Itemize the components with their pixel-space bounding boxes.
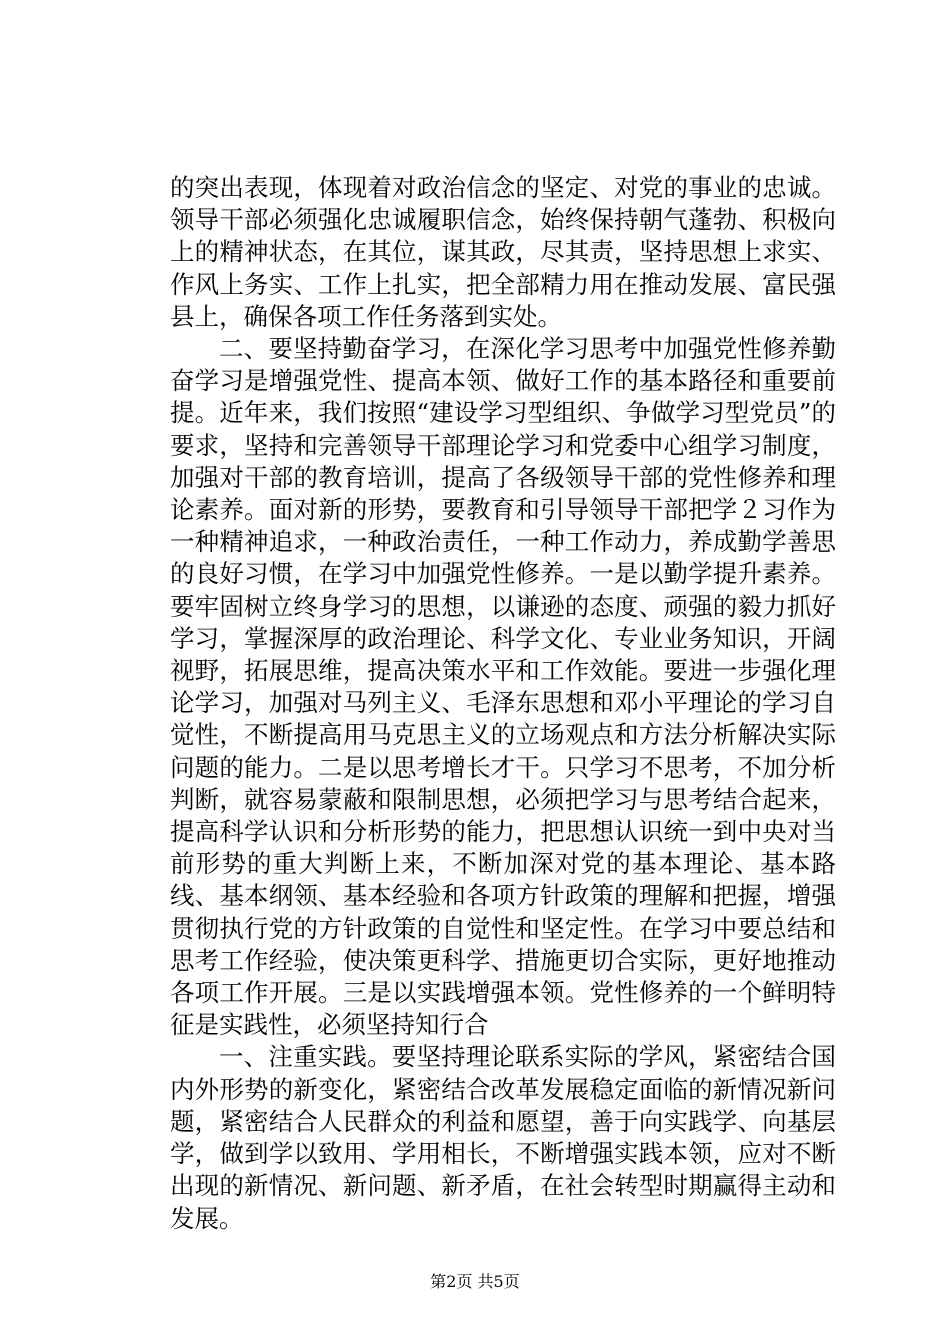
paragraph-continuation: 的突出表现，体现着对政治信念的坚定、对党的事业的忠诚。领导干部必须强化忠诚履职信念，始终保持朝气蓬勃、积极向上的精神状态，在其位，谋其政，尽其责，坚持思想上求实、作风上务实、工作上扎实，把全部精力用在推动发展、富民强县上，确保各项工作任务落到实处。 <box>170 173 836 331</box>
paragraph-section-two: 二、要坚持勤奋学习，在深化学习思考中加强党性修养勤奋学习是增强党性、提高本领、做好工作的基本路径和重要前提。近年来，我们按照“建设学习型组织、争做学习型党员”的要求，坚持和完善领导干部理论学习和党委中心组学习制度，加强对干部的教育培训，提高了各级领导干部的党性修养和理论素养。面对新的形势，要教育和引导领导干部把学２习作为一种精神追求，一种政治责任，一种工作动力，养成勤学善思的良好习惯，在学习中加强党性修养。一是以勤学提升素养。要牢固树立终身学习的思想，以谦逊的态度、顽强的毅力抓好学习，掌握深厚的政治理论、科学文化、专业业务知识，开阔视野，拓展思维，提高决策水平和工作效能。要进一步强化理论学习，加强对马列主义、毛泽东思想和邓小平理论的学习自觉性，不断提高用马克思主义的立场观点和方法分析解决实际问题的能力。二是以思考增长才干。只学习不思考，不加分析判断，就容易蒙蔽和限制思想，必须把学习与思考结合起来，提高科学认识和分析形势的能力，把思想认识统一到中央对当前形势的重大判断上来，不断加深对党的基本理论、基本路线、基本纲领、基本经验和各项方针政策的理解和把握，增强贯彻执行党的方针政策的自觉性和坚定性。在学习中要总结和思考工作经验，使决策更科学、措施更切合实际，更好地推动各项工作开展。三是以实践增强本领。党性修养的一个鲜明特征是实践性，必须坚持知行合 <box>170 334 836 1040</box>
page-number-label: 第2页 共5页 <box>430 1272 520 1291</box>
page-footer <box>0 1272 950 1292</box>
paragraph-section-one-practice: 一、注重实践。要坚持理论联系实际的学风，紧密结合国内外形势的新变化，紧密结合改革发展稳定面临的新情况新问题，紧密结合人民群众的利益和愿望，善于向实践学、向基层学，做到学以致用、学用相长，不断增强实践本领，应对不断出现的新情况、新问题、新矛盾，在社会转型时期赢得主动和发展。 <box>170 1042 836 1233</box>
document-body <box>170 172 836 1235</box>
